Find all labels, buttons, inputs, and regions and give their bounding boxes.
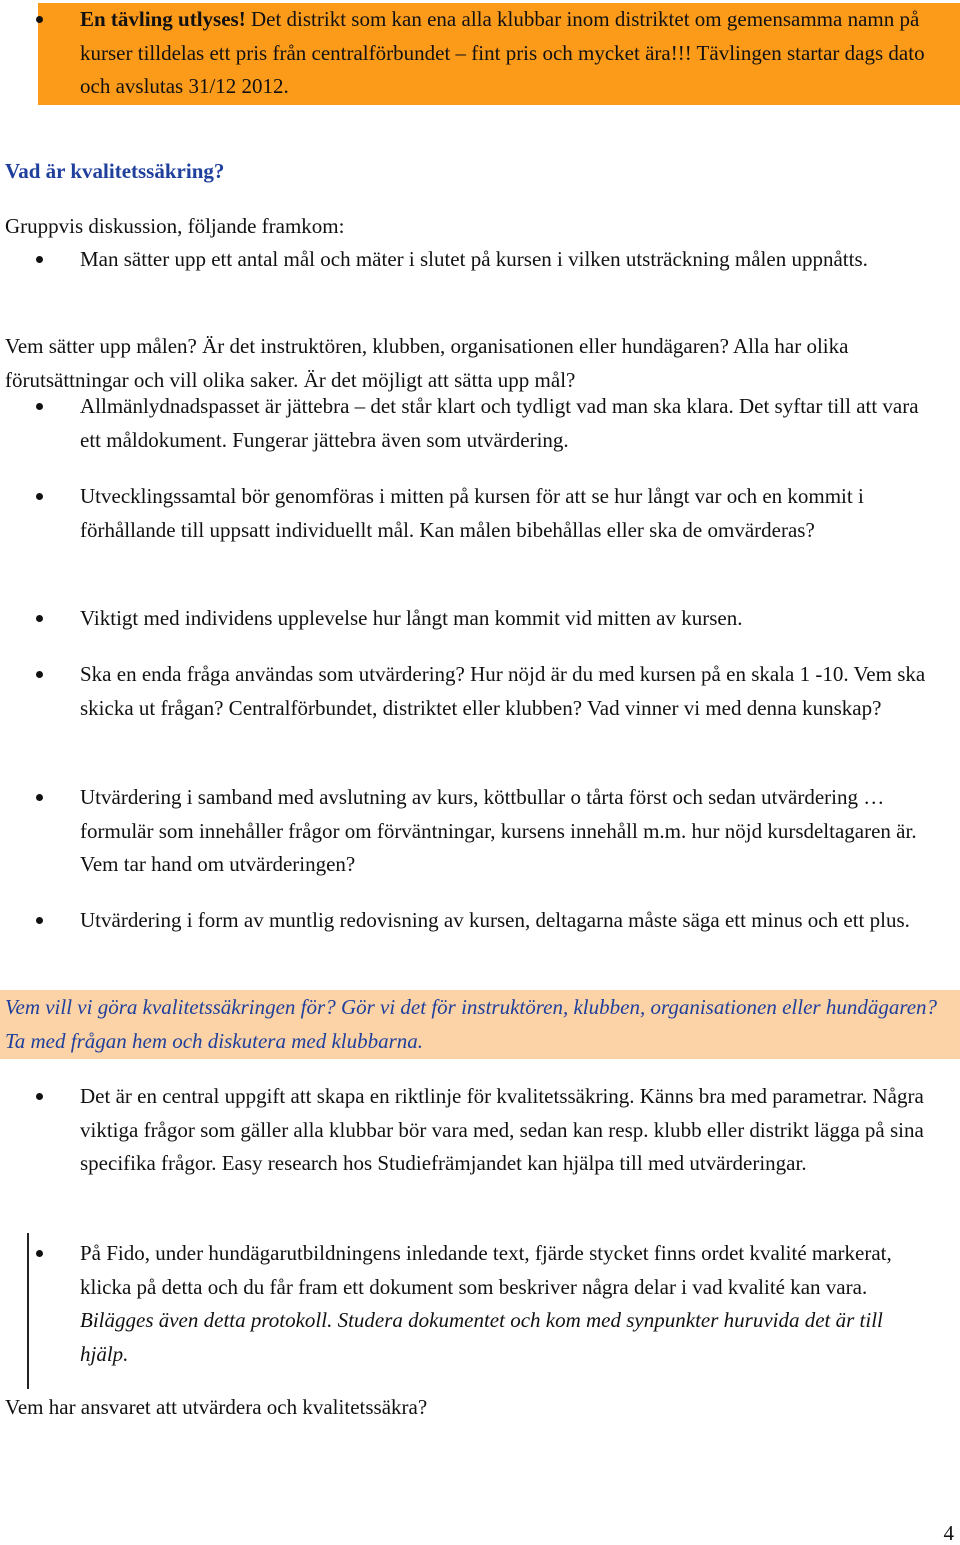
list-item (80, 243, 932, 277)
list-item-text: Viktigt med individens upplevelse hur långt man kommit vid mitten av kursen. (80, 606, 743, 630)
list-item (80, 1080, 932, 1181)
closing-question: Vem har ansvaret att utvärdera och kvalitetssäkra? (5, 1395, 428, 1419)
contest-lead: En tävling utlyses! (80, 7, 246, 31)
list-item (80, 904, 932, 938)
list-item-text: Utvärdering i form av muntlig redovisning av kursen, deltagarna måste säga ett minus och ett plus. (80, 908, 910, 932)
question-paragraph: Vem sätter upp målen? Är det instruktören, klubben, organisationen eller hundägaren? Alla har olika förutsättningar och vill olika saker. Är det möjligt att sätta upp mål? (5, 334, 849, 392)
callout-text: Vem vill vi göra kvalitetssäkringen för? Gör vi det för instruktören, klubben, organisationen eller hundägaren? Ta med frågan hem och diskutera med klubbarna. (5, 995, 938, 1053)
contest-banner (38, 3, 960, 105)
list-item (80, 602, 932, 636)
list-item (80, 480, 932, 547)
page-number: 4 (943, 1521, 954, 1545)
change-bar (27, 1233, 29, 1389)
list-item-text: På Fido, under hundägarutbildningens inledande text, fjärde stycket finns ordet kvalité markerat, klicka på detta och du får fram ett dokument som beskriver några delar i vad kvalité kan vara. (80, 1241, 892, 1299)
list-item-text: Ska en enda fråga användas som utvärdering? Hur nöjd är du med kursen på en skala 1 -10. Vem ska skicka ut frågan? Centralförbundet, distriktet eller klubben? Vad vinner vi med denna kunskap? (80, 662, 926, 720)
list-item-text: Det är en central uppgift att skapa en riktlinje för kvalitetssäkring. Känns bra med parametrar. Några viktiga frågor som gäller alla klubbar bör vara med, sedan kan resp. klubb eller distrikt lägga på sina specifika frågor. Easy research hos Studiefrämjandet kan hjälpa till med utvärderingar. (80, 1084, 924, 1175)
list-item-text: Utvecklingssamtal bör genomföras i mitten på kursen för att se hur långt var och en kommit i förhållande till uppsatt individuellt mål. Kan målen bibehållas eller ska de omvärderas? (80, 484, 864, 542)
list-item (80, 390, 932, 457)
list-item-italic: Bilägges även detta protokoll. Studera dokumentet och kom med synpunkter huruvida det är till hjälp. (80, 1308, 883, 1366)
section-heading: Vad är kvalitetssäkring? (5, 159, 225, 183)
list-item (80, 658, 932, 725)
list-item-text: Allmänlydnadspasset är jättebra – det står klart och tydligt vad man ska klara. Det syftar till att vara ett måldokument. Fungerar jättebra även som utvärdering. (80, 394, 919, 452)
contest-bullet (80, 3, 950, 104)
intro-text: Gruppvis diskussion, följande framkom: (5, 214, 345, 238)
list-item-text: Utvärdering i samband med avslutning av kurs, köttbullar o tårta först och sedan utvärdering … formulär som innehåller frågor om förväntningar, kursens innehåll m.m. hur nöjd kursdeltagaren är. Vem tar hand om utvärderingen? (80, 785, 917, 876)
list-item-text: Man sätter upp ett antal mål och mäter i slutet på kursen i vilken utsträckning målen uppnåtts. (80, 247, 868, 271)
list-item (80, 781, 932, 882)
callout-box (0, 990, 960, 1059)
list-item (80, 1237, 932, 1371)
contest-text: Det distrikt som kan ena alla klubbar inom distriktet om gemensamma namn på kurser tilldelas ett pris från centralförbundet – fint pris och mycket ära!!! Tävlingen startar dags dato och avslutas 31/12 2012. (80, 7, 925, 98)
